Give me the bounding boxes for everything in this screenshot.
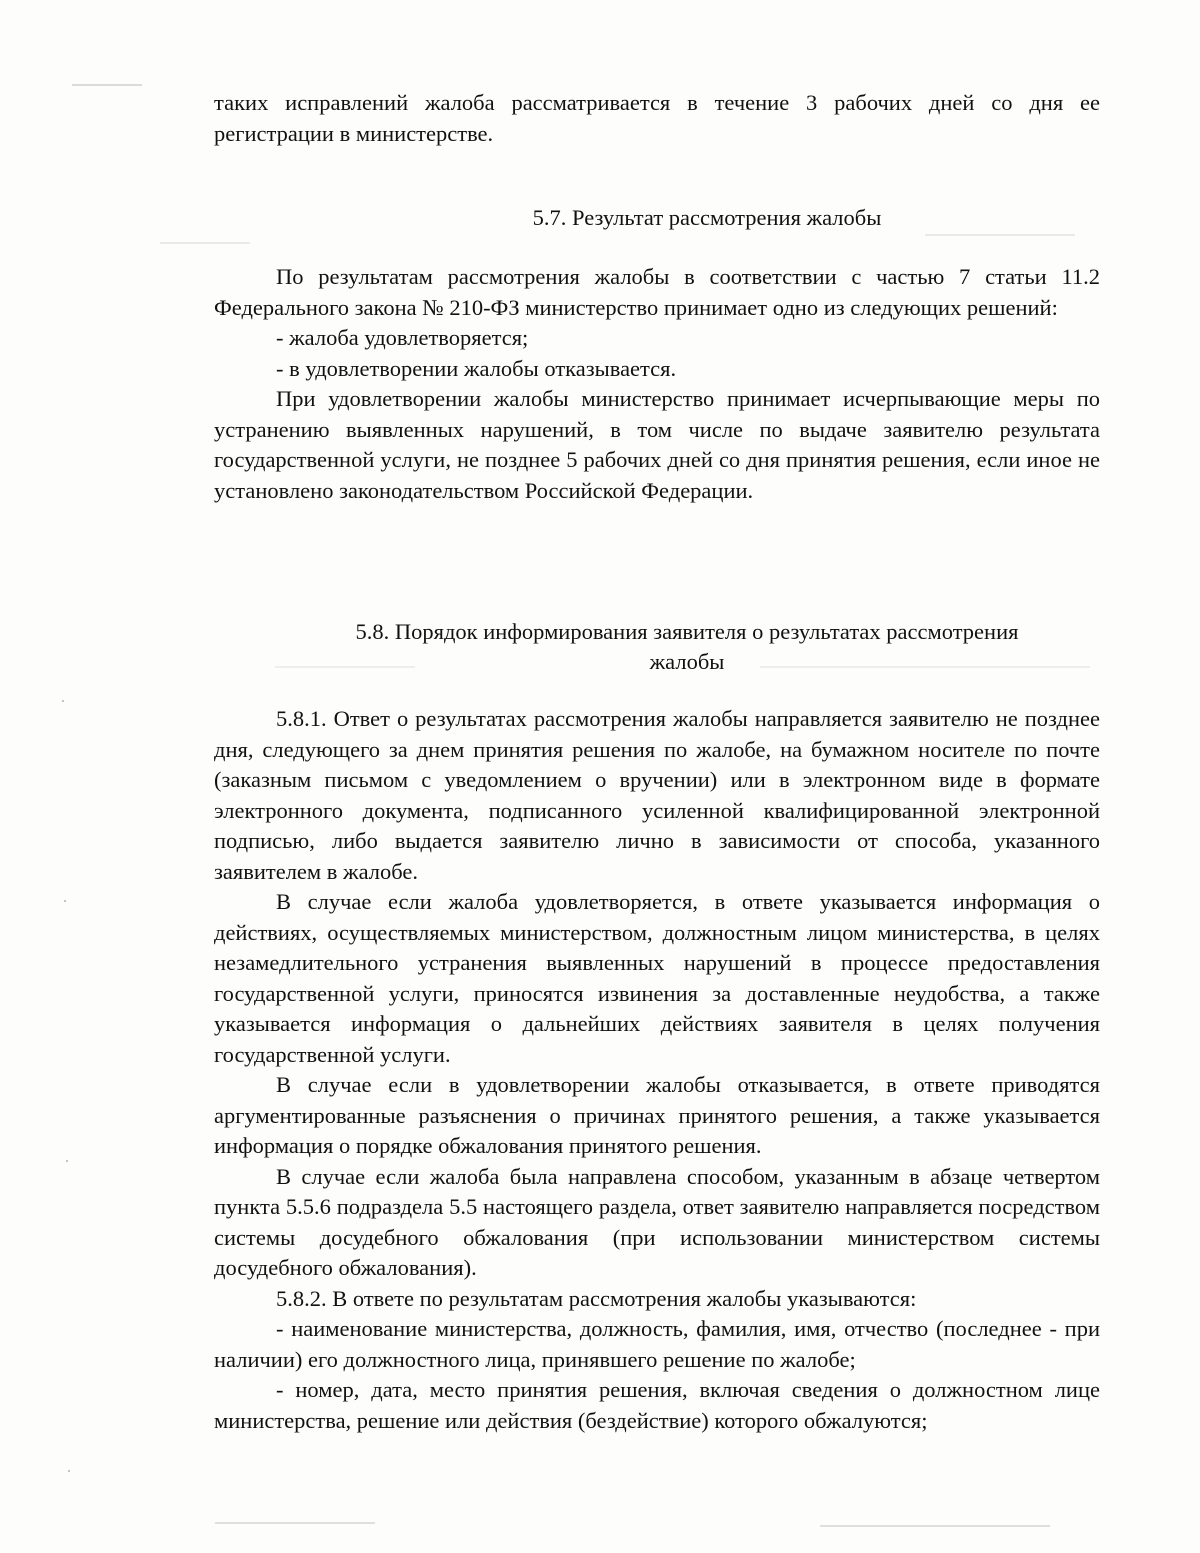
- section-5-8-body: [214, 704, 1100, 1436]
- intro-line: таких исправлений жалоба рассматривается в течение 3 рабочих дней со дня ее: [214, 90, 1100, 115]
- list-item: - номер, дата, место принятия решения, включая сведения о должностном лице министерства, решение или действия (бездействие) которого обжалуются;: [214, 1377, 1100, 1433]
- scan-noise: [925, 234, 1075, 236]
- scan-noise: [72, 84, 142, 86]
- section-5-8-title: [244, 617, 1130, 677]
- section-5-7-body: [214, 262, 1100, 506]
- intro-line: регистрации в министерстве.: [214, 120, 494, 146]
- section-5-8-title-line: жалобы: [649, 649, 725, 674]
- scan-noise: [64, 900, 66, 902]
- paragraph: В случае если жалоба была направлена способом, указанным в абзаце четвертом пункта 5.5.6 подраздела 5.5 настоящего раздела, ответ заявителю направляется посредством системы досудебного обжалования (при использовании министерством системы досудебного обжалования).: [214, 1163, 1100, 1280]
- scan-noise: [160, 242, 250, 244]
- paragraph: В случае если в удовлетворении жалобы отказывается, в ответе приводятся аргументированные разъяснения о причинах принятого решения, а также указывается информация о порядке обжалования принятого решения.: [214, 1072, 1100, 1158]
- paragraph: При удовлетворении жалобы министерство принимает исчерпывающие меры по устранению выявленных нарушений, в том числе по выдаче заявителю результата государственной услуги, не позднее 5 рабочих дней со дня принятия решения, если иное не установлено законодательством Российской Федерации.: [214, 386, 1100, 503]
- list-item: - жалоба удовлетворяется;: [276, 325, 529, 350]
- scan-noise: [215, 1522, 375, 1524]
- scan-noise: [68, 1470, 70, 1472]
- scan-noise: [62, 700, 64, 702]
- section-5-7-title: 5.7. Результат рассмотрения жалобы: [532, 205, 882, 230]
- intro-text: [214, 88, 1100, 149]
- list-item: - в удовлетворении жалобы отказывается.: [276, 355, 677, 381]
- scan-noise: [66, 1160, 68, 1162]
- paragraph: По результатам рассмотрения жалобы в соответствии с частью 7 статьи 11.2 Федерального закона № 210-ФЗ министерство принимает одно из следующих решений:: [214, 264, 1100, 320]
- section-5-8-title-line: 5.8. Порядок информирования заявителя о результатах рассмотрения: [355, 619, 1019, 644]
- list-item: - наименование министерства, должность, фамилия, имя, отчество (последнее - при наличии) его должностного лица, принявшего решение по жалобе;: [214, 1316, 1100, 1372]
- paragraph: 5.8.1. Ответ о результатах рассмотрения жалобы направляется заявителю не позднее дня, следующего за днем принятия решения по жалобе, на бумажном носителе по почте (заказным письмом с уведомлением о вручении) или в электронном виде в формате электронного документа, подписанного усиленной квалифицированной электронной подписью, либо выдается заявителю лично в зависимости от способа, указанного заявителем в жалобе.: [214, 706, 1100, 884]
- paragraph: В случае если жалоба удовлетворяется, в ответе указывается информация о действиях, осуществляемых министерством, должностным лицом министерства, в целях незамедлительного устранения выявленных нарушений в процессе предоставления государственной услуги, приносятся извинения за доставленные неудобства, а также указывается информация о дальнейших действиях заявителя в целях получения государственной услуги.: [214, 889, 1100, 1067]
- scan-noise: [820, 1525, 1050, 1527]
- paragraph: 5.8.2. В ответе по результатам рассмотрения жалобы указываются:: [276, 1285, 917, 1311]
